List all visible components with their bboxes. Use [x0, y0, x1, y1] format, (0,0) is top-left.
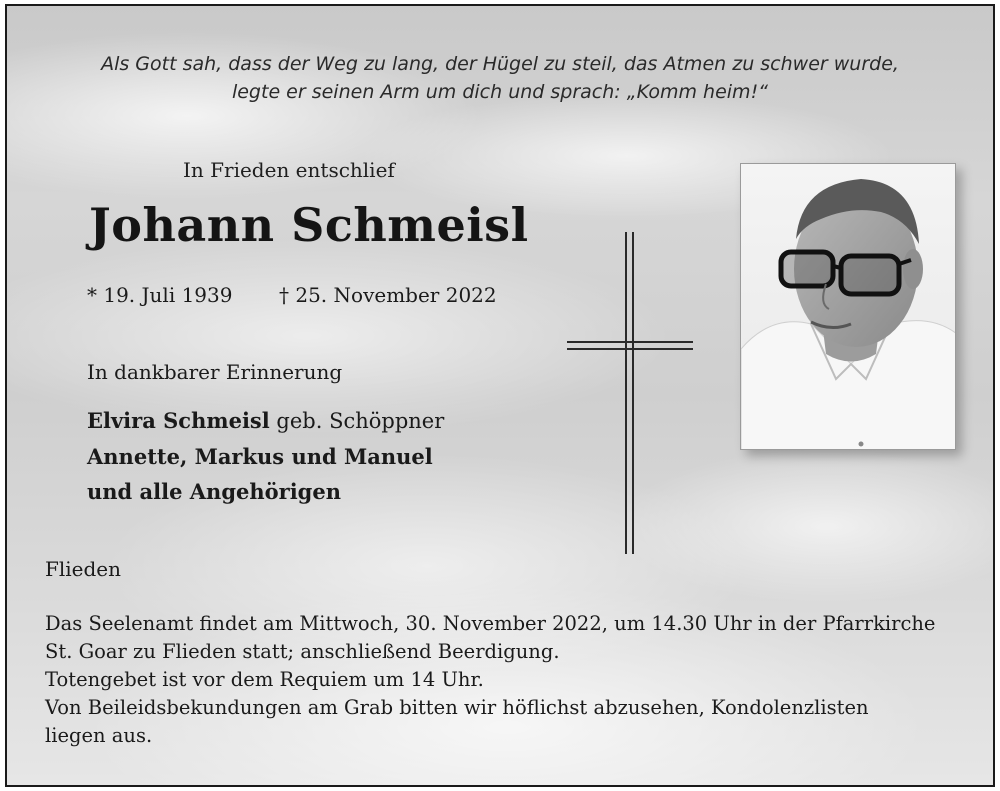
details-line-1: Das Seelenamt findet am Mittwoch, 30. November 2022, um 14.30 Uhr in der Pfarrkirche	[45, 612, 936, 635]
obituary-frame	[5, 4, 995, 787]
death-date: † 25. November 2022	[279, 283, 497, 307]
portrait-photo	[740, 163, 956, 450]
details-line-4: Von Beileidsbekundungen am Grab bitten wir höflichst abzusehen, Kondolenzlisten	[45, 696, 869, 719]
memory-heading: In dankbarer Erinnerung	[87, 360, 343, 384]
poem	[7, 50, 993, 106]
spouse-maiden-name: geb. Schöppner	[276, 409, 445, 433]
details-line-5: liegen aus.	[45, 724, 153, 747]
service-details	[45, 610, 985, 750]
deceased-name: Johann Schmeisl	[89, 198, 529, 252]
mourner-spouse	[87, 403, 444, 439]
mourners-list	[87, 403, 444, 509]
place-name: Flieden	[45, 557, 122, 581]
mourner-children: Annette, Markus und Manuel	[87, 444, 433, 469]
intro-text: In Frieden entschlief	[183, 158, 395, 182]
birth-date: * 19. Juli 1939	[87, 283, 233, 307]
cross-icon	[567, 232, 693, 554]
spouse-name: Elvira Schmeisl	[87, 408, 270, 433]
poem-line-2: legte er seinen Arm um dich und sprach: „Komm heim!“	[231, 81, 769, 103]
details-line-2: St. Goar zu Flieden statt; anschließend Beerdigung.	[45, 640, 560, 663]
mourner-relatives: und alle Angehörigen	[87, 479, 341, 504]
poem-line-1: Als Gott sah, dass der Weg zu lang, der Hügel zu steil, das Atmen zu schwer wurde,	[101, 53, 899, 75]
details-line-3: Totengebet ist vor dem Requiem um 14 Uhr.	[45, 668, 484, 691]
portrait-illustration	[741, 164, 956, 450]
